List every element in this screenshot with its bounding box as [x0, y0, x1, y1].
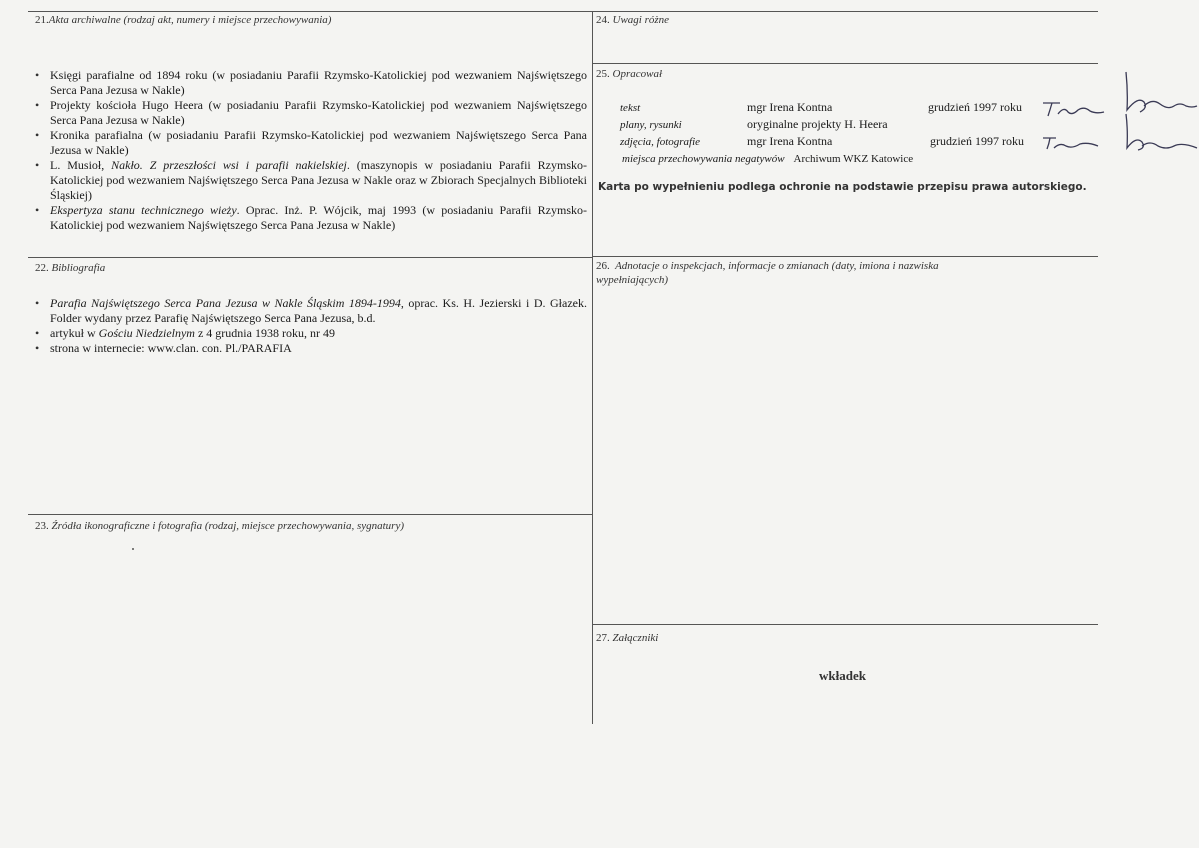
section-24-header	[596, 14, 669, 26]
item-text: artykuł w	[50, 326, 99, 340]
list-item	[30, 341, 587, 356]
attachments-value: wkładek	[819, 668, 866, 683]
negatives-value: Archiwum WKZ Katowice	[793, 153, 914, 165]
item-text: Projekty kościoła Hugo Heera (w posiadaniu Parafii Rzymsko-Katolickiej pod wezwaniem Najświętszego Serca Pana Jezusa w Nakle)	[50, 98, 587, 127]
list-item	[30, 326, 587, 341]
item-text: Kronika parafialna (w posiadaniu Parafii Rzymsko-Katolickiej pod wezwaniem Najświętszego Serca Pana Jezusa w Nakle)	[50, 128, 587, 157]
list-item	[30, 296, 587, 326]
row-label: zdjęcia, fotografie	[620, 136, 701, 148]
item-text: strona w internecie: www.clan. con. Pl./PARAFIA	[50, 341, 292, 355]
item-title: Ekspertyza stanu technicznego wieży	[50, 203, 237, 217]
rule-26-27	[592, 624, 1098, 625]
section-27-title: Załączniki	[612, 632, 659, 644]
list-item	[30, 98, 587, 128]
section-26-number: 26.	[596, 260, 610, 272]
rule-25-26	[592, 256, 1098, 257]
item-text: L. Musioł,	[50, 158, 112, 172]
signature-initials-1	[1040, 96, 1110, 120]
section-23-header	[35, 520, 404, 532]
section-26-header	[596, 260, 939, 272]
section-22-title: Bibliografia	[51, 262, 106, 274]
section-23-title: Źródła ikonograficzne i fotografia (rodzaj, miejsce przechowywania, sygnatury)	[51, 520, 404, 532]
section-25-number: 25.	[596, 68, 610, 80]
section-22-list	[30, 296, 587, 356]
row-value: oryginalne projekty H. Heera	[747, 117, 888, 131]
rule-21-22	[28, 257, 592, 258]
item-text: . Oprac. Inż. P. Wójcik, maj 1993 (w posiadaniu Parafii Rzymsko-Katolickiej pod wezwaniem Najświętszego Serca Pana Jezusa w Nakle)	[50, 203, 587, 232]
row-tekst-value	[747, 100, 832, 115]
top-rule	[28, 11, 1098, 12]
section-25-title: Opracował	[612, 68, 662, 80]
section-26-title-line1: Adnotacje o inspekcjach, informacje o zmianach (daty, imiona i nazwiska	[615, 260, 939, 272]
item-title: Nakło. Z przeszłości wsi i parafii nakielskiej	[111, 158, 347, 172]
signature-initials-2	[1040, 134, 1110, 154]
row-zdjecia	[620, 134, 700, 150]
section-22-number: 22.	[35, 262, 49, 274]
row-plany	[620, 117, 682, 133]
row-label: tekst	[620, 102, 641, 114]
section-25-header	[596, 68, 662, 80]
row-value: mgr Irena Kontna	[747, 100, 833, 114]
section-21-header	[35, 14, 331, 26]
section-26-title-line2: wypełniających)	[596, 274, 669, 286]
list-item	[30, 158, 587, 203]
item-text: . (maszynopis w posiadaniu Parafii Rzymsko-Katolickiej pod wezwaniem Najświętszego Serca Pana Jezusa w Nakle oraz w Zbiorach Specjalnych Biblioteki Śląskiej)	[50, 158, 587, 202]
row-tekst	[620, 100, 640, 116]
section-24-number: 24.	[596, 14, 610, 26]
section-26-header-cont	[596, 274, 668, 286]
section-23-number: 23.	[35, 520, 49, 532]
list-item	[30, 68, 587, 98]
row-label: plany, rysunki	[620, 119, 682, 131]
scan-speck	[132, 548, 134, 550]
item-text: z 4 grudnia 1938 roku, nr 49	[194, 326, 335, 340]
item-text: Księgi parafialne od 1894 roku (w posiadaniu Parafii Rzymsko-Katolickiej pod wezwaniem Najświętszego Serca Pana Jezusa w Nakle)	[50, 68, 587, 97]
row-plany-value	[747, 117, 888, 132]
row-negatives	[622, 151, 913, 167]
row-tekst-date	[928, 100, 1022, 115]
item-text: , oprac. Ks. H. Jezierski i D. Głazek. Folder wydany przez Parafię Najświętszego Serca Pana Jezusa, b.d.	[50, 296, 587, 325]
section-24-title: Uwagi różne	[612, 14, 670, 26]
list-item	[30, 203, 587, 233]
center-divider	[592, 11, 593, 724]
section-27-header	[596, 632, 658, 644]
section-21-title: Akta archiwalne (rodzaj akt, numery i miejsce przechowywania)	[48, 14, 332, 26]
rule-22-23	[28, 514, 592, 515]
item-title: Gościu Niedzielnym	[98, 326, 195, 340]
signature-full-2	[1118, 110, 1198, 154]
row-zdjecia-value	[747, 134, 832, 149]
list-item	[30, 128, 587, 158]
section-27-number: 27.	[596, 632, 610, 644]
item-title: Parafia Najświętszego Serca Pana Jezusa w Nakle Śląskim 1894-1994	[50, 296, 401, 310]
rule-24-25	[592, 63, 1098, 64]
section-21-list	[30, 68, 587, 233]
copyright-note: Karta po wypełnieniu podlega ochronie na podstawie przepisu prawa autorskiego.	[598, 181, 1087, 193]
section-21-number: 21.	[35, 14, 49, 26]
row-date: grudzień 1997 roku	[928, 100, 1022, 114]
negatives-label: miejsca przechowywania negatywów	[622, 153, 785, 165]
row-zdjecia-date	[930, 134, 1024, 149]
section-22-header	[35, 262, 105, 274]
row-value: mgr Irena Kontna	[747, 134, 833, 148]
row-date: grudzień 1997 roku	[930, 134, 1024, 148]
